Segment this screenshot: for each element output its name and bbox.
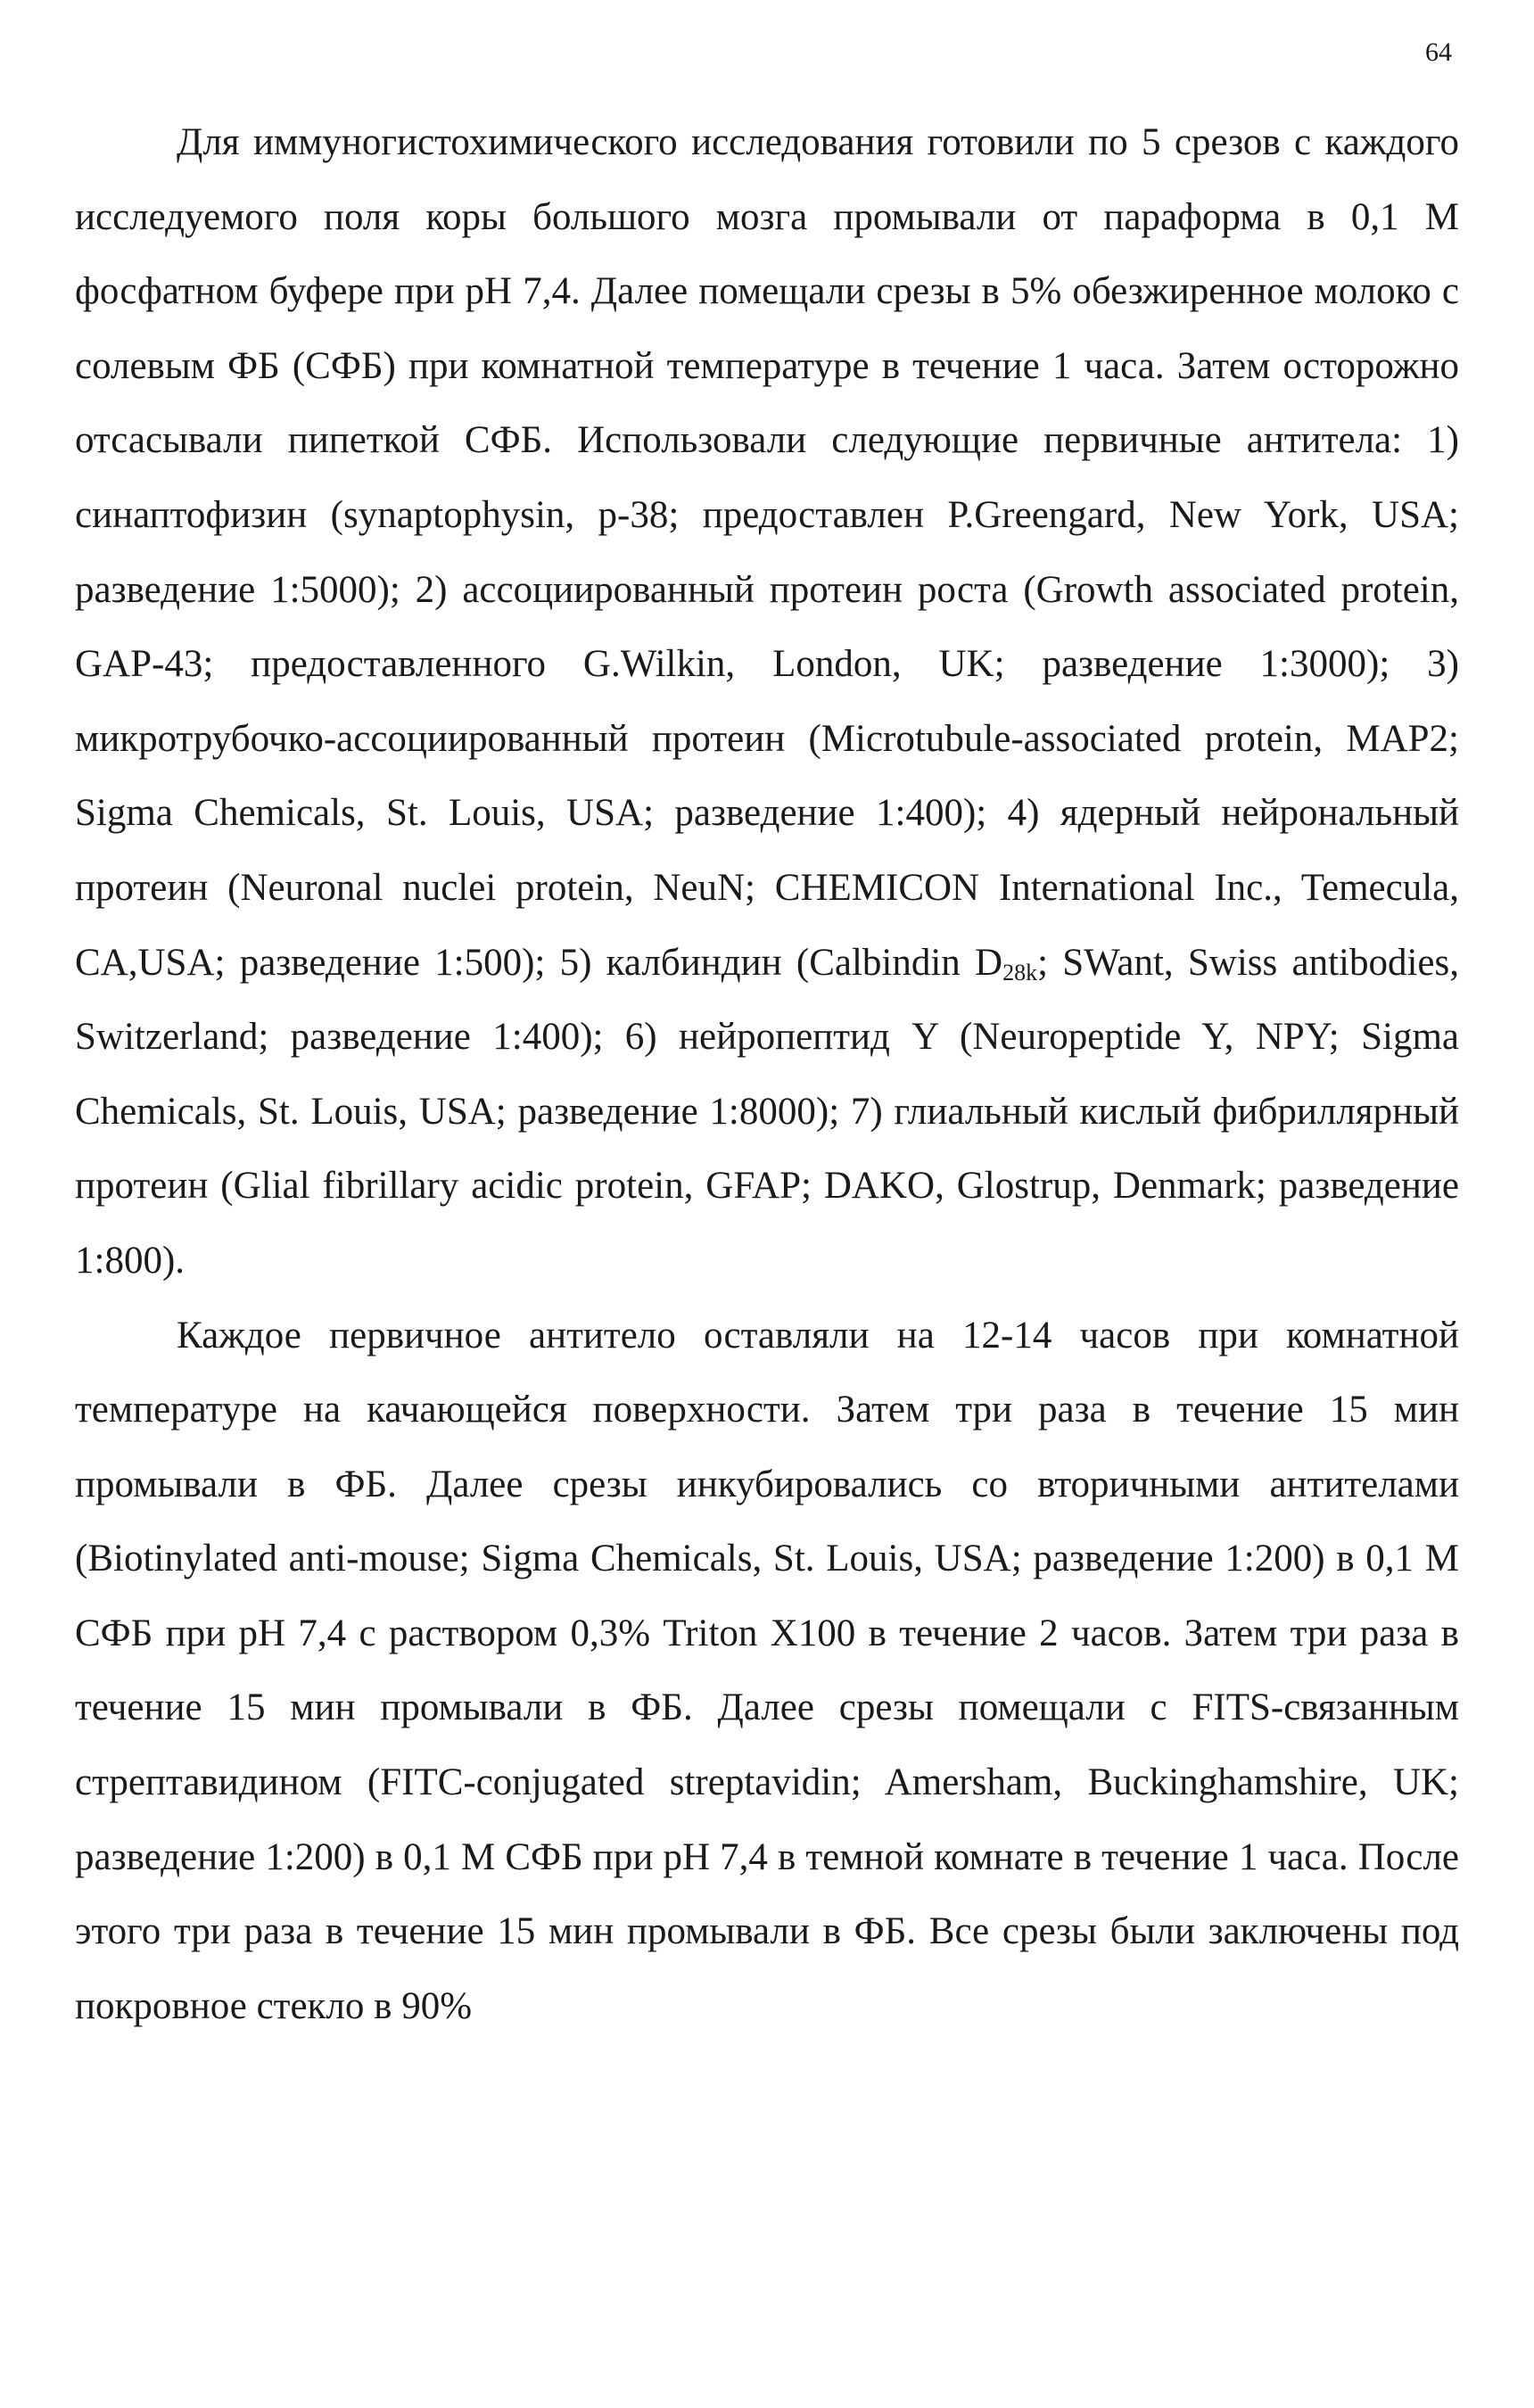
paragraph-text-part: Для иммуногистохимического исследования готовили по 5 срезов с каждого исследуемого поля коры большого мозга промывали от параформа в 0,1 М фосфатном буфере при pH 7,4. Далее помещали срезы в 5% обезжиренное молоко с солевым ФБ (СФБ) при комнатной температуре в течение 1 часа. Затем осторожно отсасывали пипеткой СФБ. Использовали следующие первичные антитела: 1) синаптофизин (synaptophysin, p-38; предоставлен P.Greengard, New York, USA; разведение 1:5000); 2) ассоциированный протеин роста (Growth associated protein, GAP-43; предоставленного G.Wilkin, London, UK; разведение 1:3000); 3) микротрубочко-ассоциированный протеин (Microtubule-associated protein, MAP2; Sigma Chemicals, St. Louis, USA; разведение 1:400); 4) ядерный нейрональный протеин (Neuronal nuclei protein, NeuN; CHEMICON International Inc., Temecula, CA,USA; разведение 1:500); 5) калбиндин (Calbindin D — [75, 121, 1459, 984]
paragraph-text-part: ; SWant, Swiss antibodies, Switzerland; разведение 1:400); 6) нейропептид Y (Neuropeptide Y, NPY; Sigma Chemicals, St. Louis, USA; разведение 1:8000); 7) глиальный кислый фибриллярный протеин (Glial fibrillary acidic protein, GFAP; DAKO, Glostrup, Denmark; разведение 1:800). — [75, 941, 1460, 1282]
subscript-28k: 28k — [1002, 959, 1038, 985]
body-text — [75, 105, 1459, 2043]
paragraph-methods-incubation: Каждое первичное антитело оставляли на 12-14 часов при комнатной температуре на качающейся поверхности. Затем три раза в течение 15 мин промывали в ФБ. Далее срезы инкубировались со вторичными антителами (Biotinylated anti-mouse; Sigma Chemicals, St. Louis, USA; разведение 1:200) в 0,1 М СФБ при pH 7,4 с раствором 0,3% Triton X100 в течение 2 часов. Затем три раза в течение 15 мин промывали в ФБ. Далее срезы помещали с FITS-связанным стрептавидином (FITC-conjugated streptavidin; Amersham, Buckinghamshire, UK; разведение 1:200) в 0,1 М СФБ при pH 7,4 в темной комнате в течение 1 часа. После этого три раза в течение 15 мин промывали в ФБ. Все срезы были заключены под покровное стекло в 90% — [75, 1314, 1459, 2027]
paragraph-methods-antibodies — [75, 105, 1459, 1299]
page-number: 64 — [1425, 37, 1452, 67]
